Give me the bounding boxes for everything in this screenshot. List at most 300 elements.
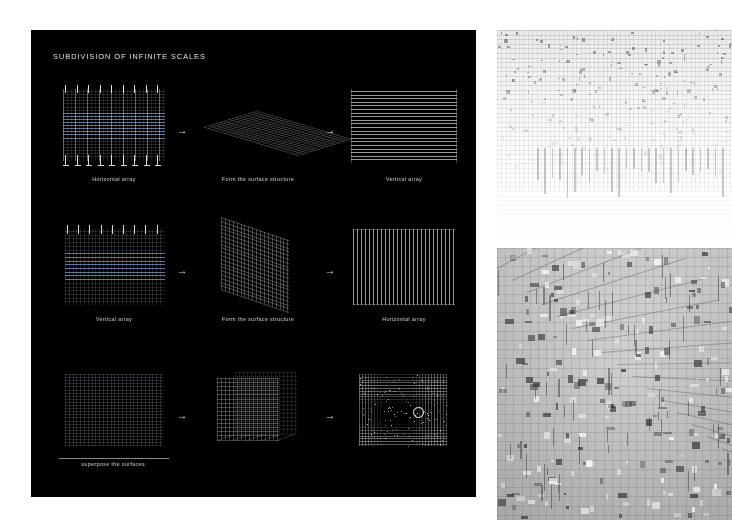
art-stroke <box>683 120 684 122</box>
art-stroke <box>98 165 104 166</box>
art-stroke <box>700 277 706 279</box>
art-stroke <box>655 148 657 183</box>
art-stroke <box>576 299 581 305</box>
art-stroke <box>503 97 506 100</box>
art-stroke <box>713 30 714 190</box>
art-stroke <box>351 105 457 106</box>
art-stroke <box>497 395 732 396</box>
art-stroke <box>671 52 674 54</box>
art-stroke <box>386 377 387 378</box>
art-stroke <box>564 405 565 417</box>
art-stroke <box>516 32 519 35</box>
art-stroke <box>135 89 136 161</box>
art-stroke <box>399 379 400 380</box>
art-stroke <box>577 178 580 181</box>
art-stroke <box>676 128 678 130</box>
art-stroke <box>564 493 566 496</box>
art-stroke <box>654 259 662 265</box>
art-stroke <box>351 152 457 153</box>
art-stroke <box>658 64 660 67</box>
art-stroke <box>441 229 442 305</box>
art-stroke <box>381 430 382 431</box>
art-stroke <box>65 246 165 247</box>
art-stroke <box>443 381 444 382</box>
art-stroke <box>237 222 238 294</box>
art-stroke <box>65 231 165 232</box>
art-stroke <box>577 137 580 141</box>
art-stroke <box>65 250 165 251</box>
art-stroke <box>542 255 548 258</box>
art-stroke <box>681 49 685 52</box>
art-stroke <box>696 305 699 309</box>
art-stroke <box>221 378 222 440</box>
art-stroke <box>666 147 668 150</box>
art-stroke <box>718 424 719 448</box>
art-stroke <box>541 60 543 61</box>
art-stroke <box>583 370 587 376</box>
art-stroke <box>551 485 552 509</box>
art-stroke <box>525 321 533 323</box>
art-stroke <box>660 88 662 89</box>
art-stroke <box>501 30 502 190</box>
art-stroke <box>664 120 666 124</box>
art-stroke <box>353 229 354 305</box>
art-stroke <box>622 253 630 258</box>
art-stroke <box>709 64 712 65</box>
art-stroke <box>373 388 374 389</box>
art-stroke <box>668 493 673 496</box>
art-stroke <box>440 374 441 446</box>
arrow-icon: → <box>324 410 336 422</box>
art-stroke <box>609 77 612 80</box>
art-stroke <box>605 113 608 117</box>
art-stroke <box>585 30 586 190</box>
art-stroke <box>694 433 698 436</box>
art-stroke <box>143 89 144 161</box>
art-stroke <box>600 478 603 484</box>
art-stroke <box>674 513 680 517</box>
art-stroke <box>612 61 613 62</box>
art-stroke <box>510 109 512 111</box>
art-stroke <box>506 165 510 167</box>
art-stroke <box>291 372 292 434</box>
diagram-row-2 <box>31 225 476 355</box>
art-stroke <box>595 90 597 93</box>
art-stroke <box>229 220 230 292</box>
art-stroke <box>692 293 696 297</box>
art-stroke <box>590 314 594 317</box>
art-stroke <box>77 85 78 93</box>
art-stroke <box>497 506 732 507</box>
art-stroke <box>76 374 77 446</box>
art-stroke <box>628 325 629 334</box>
art-stroke <box>497 478 732 479</box>
art-stroke <box>564 439 572 444</box>
art-stroke <box>425 395 426 396</box>
art-stroke <box>551 142 555 145</box>
art-stroke <box>694 82 695 85</box>
art-stroke <box>638 30 639 190</box>
art-stroke <box>501 32 502 34</box>
art-stroke <box>99 374 100 446</box>
art-stroke <box>391 425 392 426</box>
art-stroke <box>255 372 256 434</box>
art-stroke <box>554 299 557 302</box>
art-stroke <box>65 155 66 165</box>
art-stroke <box>381 229 382 305</box>
art-stroke <box>658 412 659 420</box>
art-stroke <box>65 261 165 262</box>
art-stroke <box>715 143 717 147</box>
art-stroke <box>667 411 668 419</box>
art-stroke <box>351 89 352 163</box>
arrow-icon: → <box>176 410 188 422</box>
art-stroke <box>388 399 389 400</box>
art-stroke <box>433 229 434 305</box>
art-stroke <box>558 78 560 80</box>
art-stroke <box>545 501 549 506</box>
art-stroke <box>390 390 391 391</box>
art-stroke <box>678 148 680 182</box>
art-stroke <box>428 415 429 416</box>
art-stroke <box>575 128 578 131</box>
art-stroke <box>426 435 427 436</box>
art-stroke <box>534 81 536 84</box>
art-stroke <box>549 478 557 484</box>
art-stroke <box>75 89 76 161</box>
art-stroke <box>131 89 132 161</box>
art-stroke <box>544 432 550 439</box>
art-stroke <box>144 165 150 166</box>
art-stroke <box>421 423 422 424</box>
arrow-icon: → <box>176 125 188 137</box>
art-stroke <box>363 408 364 409</box>
art-stroke <box>631 32 635 34</box>
art-stroke <box>63 89 64 161</box>
art-stroke <box>649 326 654 334</box>
art-stroke <box>443 374 444 446</box>
art-stroke <box>505 34 508 36</box>
art-stroke <box>699 346 705 353</box>
art-stroke <box>357 229 358 305</box>
art-stroke <box>530 283 539 287</box>
art-stroke <box>643 87 646 88</box>
art-stroke <box>386 401 387 402</box>
art-stroke <box>385 229 386 305</box>
art-stroke <box>141 374 142 446</box>
art-stroke <box>65 272 165 273</box>
art-stroke <box>512 79 516 82</box>
art-stroke <box>700 500 704 506</box>
art-stroke <box>582 38 585 42</box>
art-stroke <box>351 149 457 150</box>
skewed-plane-group <box>221 217 291 315</box>
art-stroke <box>84 374 85 446</box>
art-stroke <box>371 411 372 412</box>
art-stroke <box>505 319 514 324</box>
art-stroke <box>548 44 549 48</box>
art-stroke <box>365 229 366 305</box>
art-stroke <box>389 229 390 305</box>
art-stroke <box>719 434 725 439</box>
art-stroke <box>417 442 418 443</box>
art-stroke <box>559 120 562 122</box>
art-stroke <box>663 40 665 42</box>
art-stroke <box>652 139 655 141</box>
art-stroke <box>516 496 524 502</box>
art-stroke <box>560 94 563 96</box>
art-stroke <box>563 248 564 520</box>
art-stroke <box>440 430 441 431</box>
art-stroke <box>351 141 457 142</box>
art-stroke <box>428 380 429 381</box>
art-stroke <box>563 264 564 280</box>
art-stroke <box>241 224 242 296</box>
art-stroke <box>414 383 415 384</box>
art-stroke <box>661 478 664 483</box>
art-stroke <box>295 372 296 434</box>
art-stroke <box>387 431 388 432</box>
art-stroke <box>704 321 711 323</box>
art-stroke <box>497 205 732 206</box>
art-stroke <box>497 228 732 229</box>
art-stroke <box>65 374 66 446</box>
art-stroke <box>497 515 732 516</box>
art-stroke <box>264 232 265 304</box>
art-stroke <box>364 414 365 415</box>
art-stroke <box>599 105 601 108</box>
art-stroke <box>65 279 165 280</box>
art-stroke <box>627 262 633 267</box>
art-stroke <box>370 419 371 420</box>
art-stroke <box>640 461 646 467</box>
art-stroke <box>556 360 562 366</box>
art-stroke <box>660 468 666 473</box>
art-stroke <box>65 268 165 269</box>
art-stroke <box>526 377 533 383</box>
art-stroke <box>413 229 414 305</box>
art-stroke <box>440 445 441 446</box>
art-stroke <box>506 364 507 378</box>
art-stroke <box>504 39 508 43</box>
art-stroke <box>598 30 599 190</box>
art-stroke <box>520 441 521 459</box>
art-stroke <box>575 115 578 116</box>
art-stroke <box>107 374 108 446</box>
wireframe-cube-volume-art <box>203 370 313 456</box>
art-stroke <box>101 225 102 234</box>
art-stroke <box>689 295 690 312</box>
art-stroke <box>256 229 257 301</box>
art-stroke <box>605 416 609 418</box>
caption-rule <box>59 458 169 459</box>
art-stroke <box>410 417 411 418</box>
art-stroke <box>371 434 372 435</box>
art-stroke <box>645 248 646 520</box>
art-stroke <box>594 350 602 356</box>
art-stroke <box>497 237 732 238</box>
art-stroke <box>617 62 621 64</box>
art-stroke <box>548 119 551 122</box>
art-stroke <box>413 396 414 397</box>
art-stroke <box>429 229 430 305</box>
art-stroke <box>543 287 544 305</box>
art-stroke <box>627 433 628 446</box>
art-stroke <box>365 374 366 446</box>
art-stroke <box>548 146 551 148</box>
art-stroke <box>446 374 447 446</box>
art-stroke <box>145 374 146 446</box>
art-stroke <box>447 402 448 403</box>
art-stroke <box>568 375 573 383</box>
art-stroke <box>532 30 533 190</box>
diagram-cell-r1c2 <box>203 85 313 185</box>
art-stroke <box>528 500 535 504</box>
art-stroke <box>686 248 687 520</box>
art-stroke <box>243 372 244 434</box>
art-stroke <box>559 148 561 180</box>
art-stroke <box>351 91 457 92</box>
art-stroke <box>351 109 457 110</box>
art-stroke <box>401 393 402 394</box>
art-stroke <box>384 434 385 435</box>
art-stroke <box>586 379 589 383</box>
art-stroke <box>577 37 579 40</box>
art-stroke <box>421 420 422 421</box>
art-stroke <box>427 387 428 388</box>
art-stroke <box>676 466 684 472</box>
art-stroke <box>645 347 649 354</box>
art-stroke <box>566 60 570 63</box>
art-stroke <box>635 340 636 356</box>
art-stroke <box>545 282 549 288</box>
art-stroke <box>563 30 564 190</box>
art-stroke <box>674 172 676 174</box>
art-stroke <box>126 374 127 446</box>
art-stroke <box>380 374 381 446</box>
art-stroke <box>91 89 92 161</box>
art-stroke <box>553 336 558 338</box>
art-stroke <box>360 378 361 379</box>
art-stroke <box>608 51 612 53</box>
art-stroke <box>683 316 684 342</box>
art-stroke <box>422 443 423 444</box>
art-stroke <box>638 174 641 177</box>
art-stroke <box>507 46 510 48</box>
diagram-cell-r3c1 <box>59 370 169 470</box>
art-stroke <box>75 165 81 166</box>
art-stroke <box>663 133 666 135</box>
art-stroke <box>506 74 507 77</box>
diagram-cell-r1c3 <box>349 85 459 185</box>
art-stroke <box>573 400 574 421</box>
art-stroke <box>417 229 418 305</box>
art-stroke <box>645 48 647 52</box>
art-stroke <box>613 139 616 141</box>
arrow-icon: → <box>324 125 336 137</box>
art-stroke <box>439 411 440 412</box>
art-stroke <box>589 322 595 326</box>
art-stroke <box>435 419 436 420</box>
art-stroke <box>707 148 709 169</box>
art-stroke <box>541 485 542 501</box>
art-stroke <box>579 71 582 74</box>
art-stroke <box>497 423 732 424</box>
art-stroke <box>393 229 394 305</box>
art-stroke <box>497 266 732 267</box>
art-stroke <box>446 405 447 406</box>
art-stroke <box>251 372 252 434</box>
art-stroke <box>146 155 147 165</box>
art-stroke <box>579 77 580 81</box>
art-stroke <box>684 103 685 107</box>
art-stroke <box>88 374 89 446</box>
art-stroke <box>453 229 454 305</box>
art-stroke <box>666 91 668 95</box>
art-stroke <box>552 148 554 178</box>
art-stroke <box>694 132 696 135</box>
art-stroke <box>630 125 632 126</box>
art-stroke <box>111 89 112 161</box>
photo-panel <box>497 30 732 520</box>
art-stroke <box>677 91 679 95</box>
art-stroke <box>445 425 446 426</box>
art-stroke <box>560 316 564 319</box>
art-stroke <box>611 373 612 394</box>
art-stroke <box>652 502 660 510</box>
art-stroke <box>123 155 124 165</box>
art-stroke <box>633 148 635 169</box>
art-stroke <box>221 217 222 289</box>
art-stroke <box>565 46 568 48</box>
art-stroke <box>603 263 604 283</box>
art-stroke <box>497 219 732 220</box>
art-stroke <box>283 238 284 310</box>
art-stroke <box>442 440 443 441</box>
art-stroke <box>147 89 148 161</box>
arrow-icon: → <box>324 265 336 277</box>
art-stroke <box>528 66 531 67</box>
art-stroke <box>579 436 580 464</box>
art-stroke <box>530 384 538 390</box>
art-stroke <box>351 123 457 124</box>
art-stroke <box>277 434 294 441</box>
art-stroke <box>373 229 374 305</box>
art-stroke <box>724 176 726 179</box>
art-stroke <box>351 156 457 157</box>
art-stroke <box>642 101 645 102</box>
art-stroke <box>543 102 545 104</box>
cube-back-face <box>235 372 297 434</box>
art-stroke <box>702 252 709 256</box>
art-stroke <box>715 30 716 31</box>
art-stroke <box>572 348 576 356</box>
art-stroke <box>368 374 369 446</box>
art-stroke <box>705 460 709 464</box>
art-stroke <box>619 128 622 131</box>
art-stroke <box>618 250 621 256</box>
art-stroke <box>650 123 654 125</box>
art-stroke <box>586 321 587 332</box>
art-stroke <box>235 372 236 434</box>
art-stroke <box>556 141 559 144</box>
art-stroke <box>424 445 425 446</box>
art-stroke <box>381 405 382 406</box>
art-stroke <box>513 168 515 171</box>
art-stroke <box>121 165 127 166</box>
cell-caption: Vertical array <box>385 177 423 183</box>
art-stroke <box>527 72 529 73</box>
